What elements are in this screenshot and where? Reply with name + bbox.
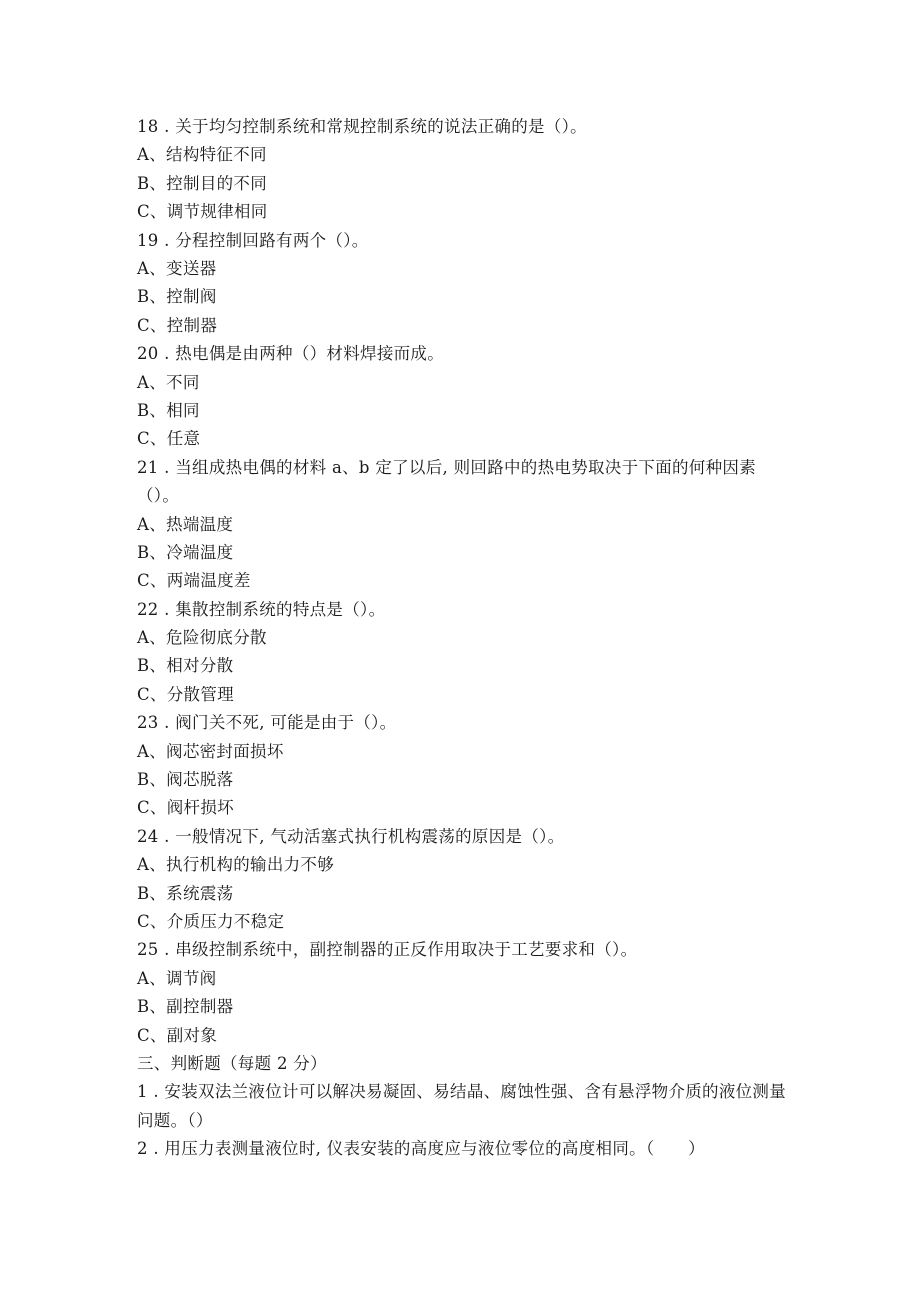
question-18: 18 . 关于均匀控制系统和常规控制系统的说法正确的是（）。 [137, 117, 587, 136]
option-a: A、执行机构的输出力不够 [137, 855, 335, 875]
option-c: C、分散管理 [137, 684, 234, 704]
option-a: A、热端温度 [137, 514, 234, 534]
document-body [137, 113, 787, 1164]
option-c: C、控制器 [137, 315, 218, 335]
question-21: 21 . 当组成热电偶的材料 a、b 定了以后, 则回路中的热电势取决于下面的何种因素（）。 [137, 457, 757, 506]
judgement-question-1: 1 . 安装双法兰液位计可以解决易凝固、易结晶、腐蚀性强、含有悬浮物介质的液位测量问题。（） [137, 1082, 787, 1130]
question-19: 19 . 分程控制回路有两个（）。 [137, 230, 369, 250]
section-heading: 三、判断题（每题 2 分） [137, 1053, 327, 1073]
option-b: B、冷端温度 [137, 542, 234, 562]
option-a: A、危险彻底分散 [137, 628, 267, 648]
option-b: B、副控制器 [137, 997, 234, 1017]
option-a: A、变送器 [137, 258, 217, 278]
option-a: A、结构特征不同 [137, 145, 267, 165]
option-c: C、阀杆损坏 [137, 798, 234, 818]
option-c: C、副对象 [137, 1025, 218, 1045]
question-25: 25 . 串级控制系统中，副控制器的正反作用取决于工艺要求和（）。 [137, 940, 638, 960]
question-22: 22 . 集散控制系统的特点是（）。 [137, 599, 386, 619]
question-23: 23 . 阀门关不死, 可能是由于（）。 [137, 713, 397, 733]
question-20: 20 . 热电偶是由两种（）材料焊接而成。 [137, 344, 445, 364]
option-b: B、系统震荡 [137, 883, 234, 903]
option-c: C、介质压力不稳定 [137, 911, 285, 931]
option-c: C、任意 [137, 429, 201, 449]
option-c: C、调节规律相同 [137, 202, 268, 222]
option-c: C、两端温度差 [137, 571, 251, 591]
option-b: B、控制阀 [137, 287, 217, 307]
option-a: A、阀芯密封面损坏 [137, 741, 284, 761]
option-b: B、阀芯脱落 [137, 770, 234, 790]
judgement-question-2: 2 . 用压力表测量液位时, 仪表安装的高度应与液位零位的高度相同。（ ） [137, 1139, 705, 1159]
option-a: A、调节阀 [137, 968, 217, 988]
option-b: B、相对分散 [137, 656, 234, 676]
question-24: 24 . 一般情况下, 气动活塞式执行机构震荡的原因是（）。 [137, 826, 565, 846]
option-b: B、相同 [137, 400, 200, 420]
option-a: A、不同 [137, 372, 200, 392]
option-b: B、控制目的不同 [137, 173, 268, 193]
